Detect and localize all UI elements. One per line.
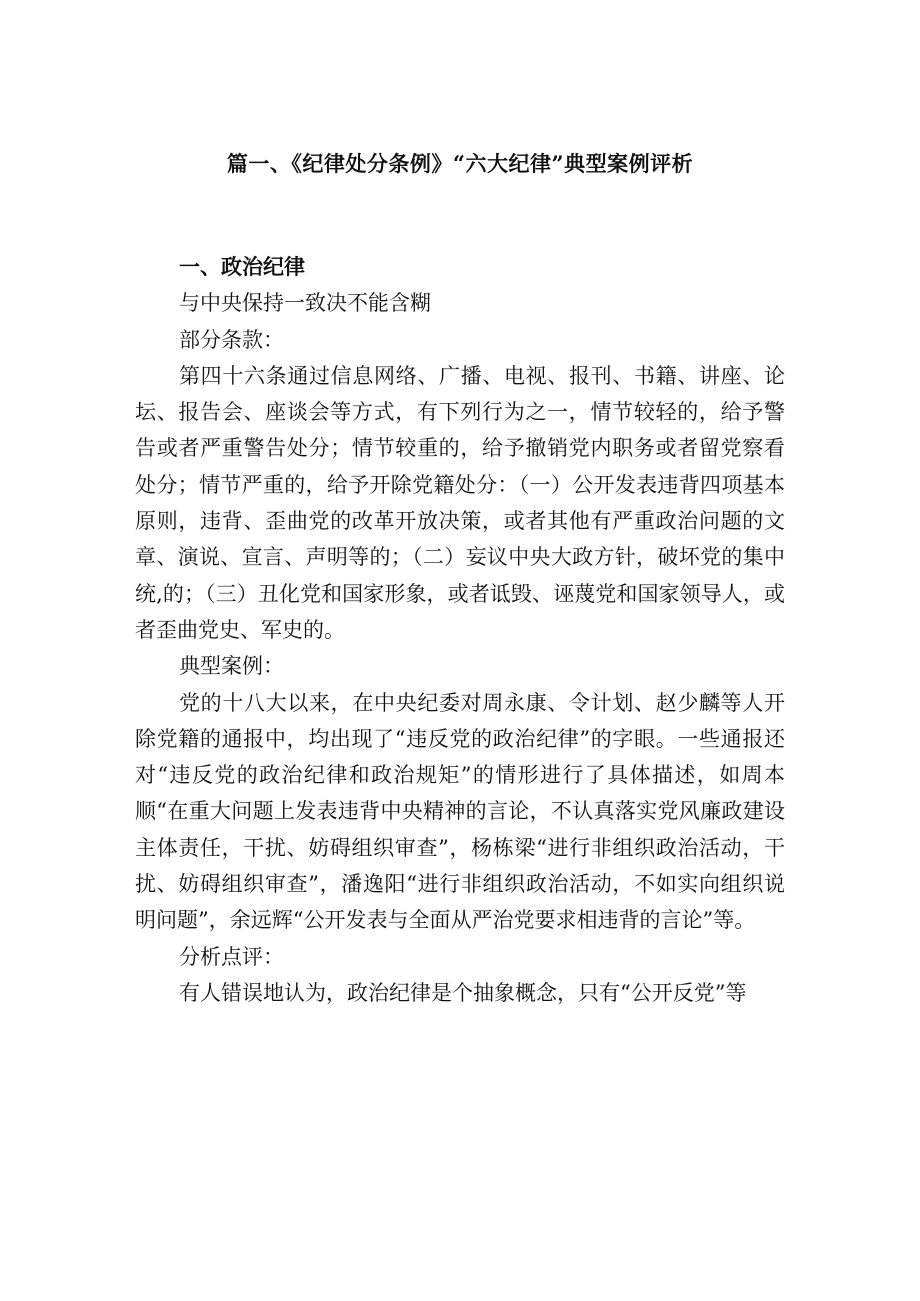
analysis-label: 分析点评： xyxy=(179,944,284,969)
section-heading: 一、政治纪律 xyxy=(179,254,305,279)
analysis-paragraph: 有人错误地认为，政治纪律是个抽象概念，只有“公开反党”等 xyxy=(179,980,747,1005)
clause-paragraph: 第四十六条通过信息网络、广播、电视、报刊、书籍、讲座、论坛、报告会、座谈会等方式，有下列行为之一，情节较轻的，给予警告或者严重警告处分；情节较重的，给予撤销党内职务或者留党察看处分；情节严重的，给予开除党籍处分：（一）公开发表违背四项基本原则，违背、歪曲党的改革开放决策，或者其他有严重政治问题的文章、演说、宣言、声明等的；（二）妄议中央大政方针，破坏党的集中统,的；（三）丑化党和国家形象，或者诋毁、诬蔑党和国家领导人，或者歪曲党史、军史的。 xyxy=(135,363,785,642)
cases-label: 典型案例： xyxy=(179,654,284,679)
case-paragraph: 党的十八大以来，在中央纪委对周永康、令计划、赵少麟等人开除党籍的通报中，均出现了“违反党的政治纪律”的字眼。一些通报还对“违反党的政治纪律和政治规矩”的情形进行了具体描述，如周本顺“在重大问题上发表违背中央精神的言论，不认真落实党风廉政建设主体责任，干扰、妨碍组织审查”，杨栋梁“进行非组织政治活动，干扰、妨碍组织审查”，潘逸阳“进行非组织政治活动，不如实向组织说明问题”，余远辉“公开发表与全面从严治党要求相违背的言论”等。 xyxy=(135,690,785,933)
clauses-label: 部分条款： xyxy=(179,327,284,352)
document-title: 篇一、《纪律处分条例》“六大纪律”典型案例评析 xyxy=(226,151,694,176)
document-body xyxy=(135,249,785,1011)
section-subtitle: 与中央保持一致决不能含糊 xyxy=(179,291,431,316)
